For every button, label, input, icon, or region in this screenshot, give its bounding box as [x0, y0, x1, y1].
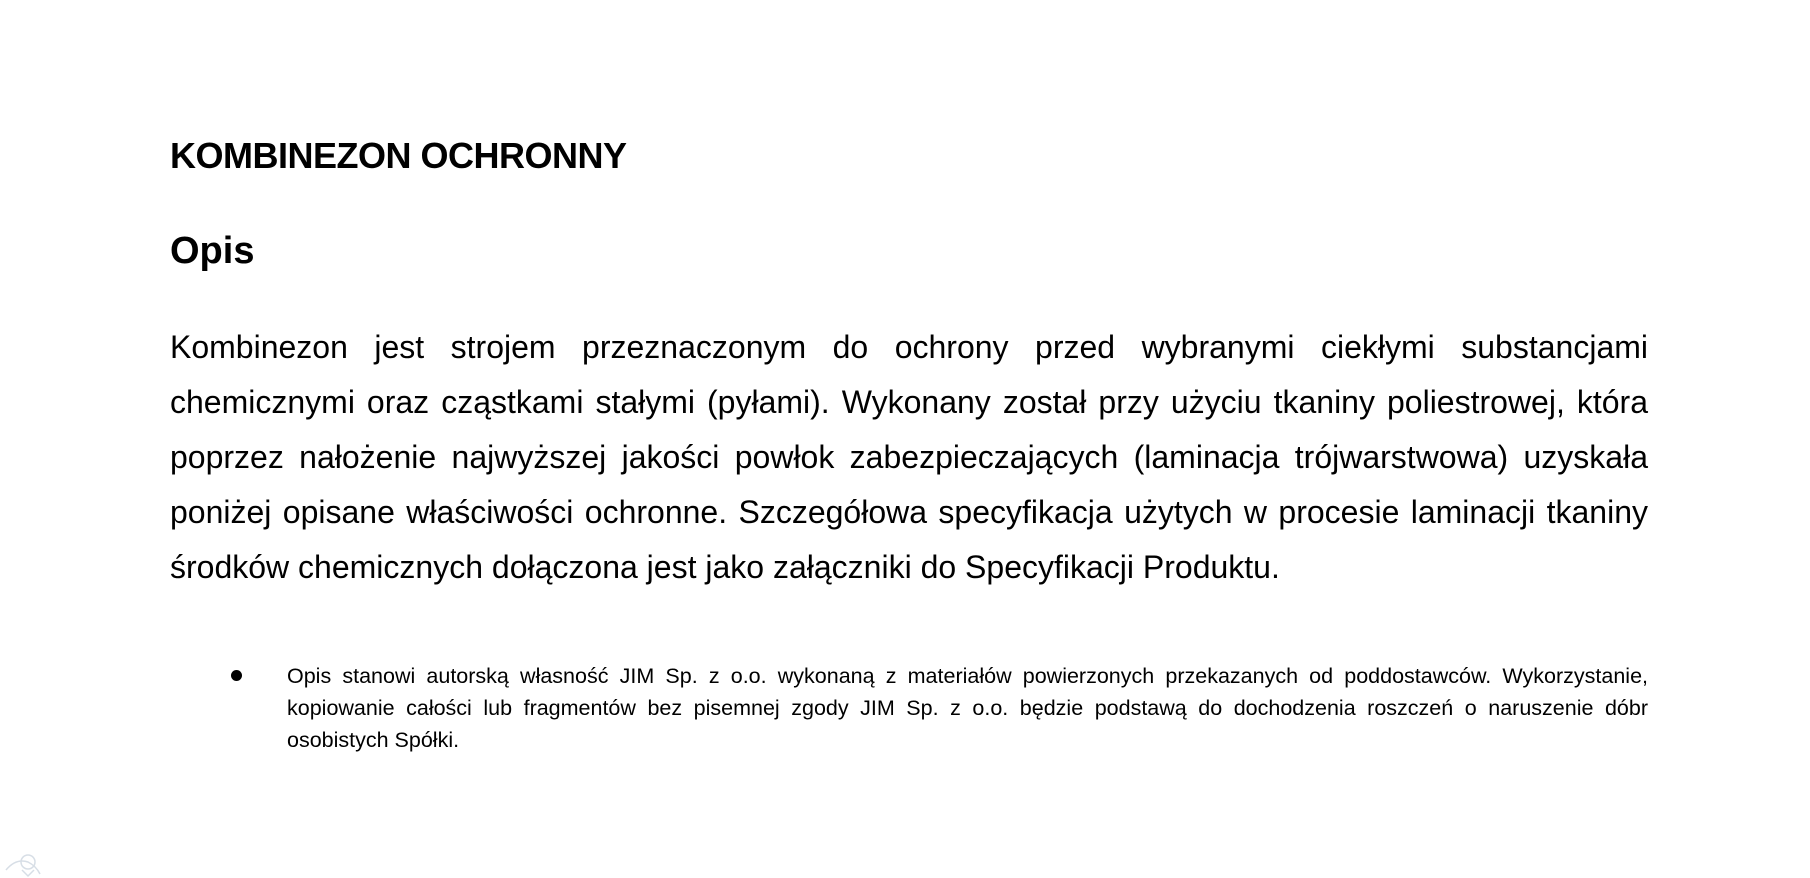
document-title: KOMBINEZON OCHRONNY [170, 135, 627, 176]
document-content [170, 132, 1648, 756]
section-heading-opis: Opis [170, 230, 255, 272]
bullet-dot-icon [231, 670, 242, 681]
watermark-icon [2, 848, 42, 878]
copyright-note: Opis stanowi autorską własność JIM Sp. z o.o. wykonaną z materiałów powierzonych przekazanych od poddostawców. Wykorzystanie, kopiowanie całości lub fragmentów bez pisemnej zgody JIM Sp. z o.o. będzie podstawą do dochodzenia roszczeń o naruszenie dóbr osobistych Spółki. [287, 664, 1648, 752]
description-paragraph: Kombinezon jest strojem przeznaczonym do ochrony przed wybranymi ciekłymi substancjami chemicznymi oraz cząstkami stałymi (pyłami). Wykonany został przy użyciu tkaniny poliestrowej, która poprzez nałożenie najwyższej jakości powłok zabezpieczających (laminacja trójwarstwowa) uzyskała poniżej opisane właściwości ochronne. Szczegółowa specyfikacja użytych w procesie laminacji tkaniny środków chemicznych dołączona jest jako załączniki do Specyfikacji Produktu. [170, 329, 1648, 585]
notes-list [170, 660, 1648, 756]
list-item [170, 660, 1648, 756]
